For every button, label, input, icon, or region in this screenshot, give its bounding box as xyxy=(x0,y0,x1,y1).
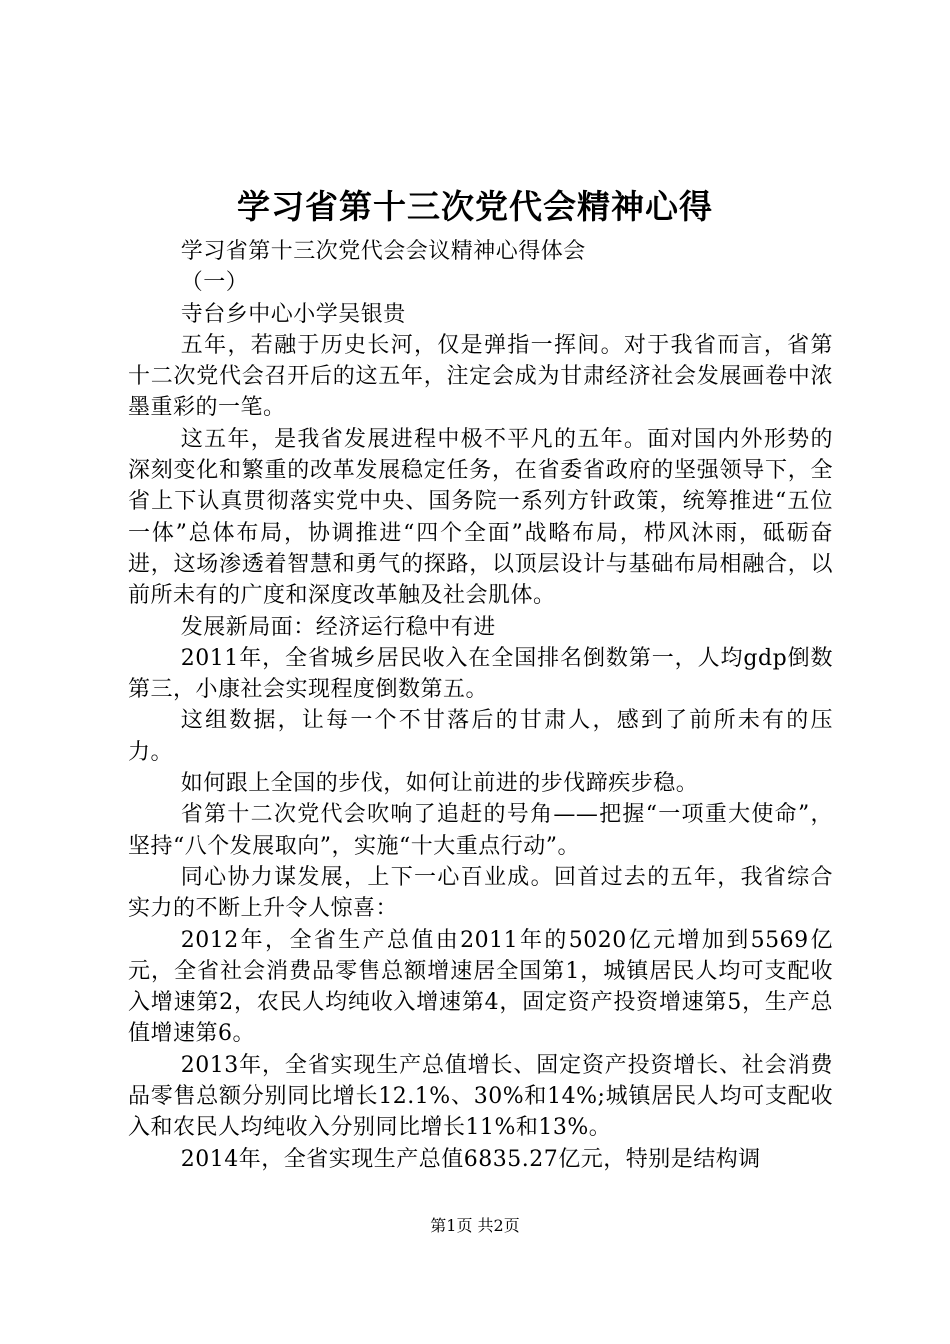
body-paragraph: 同心协力谋发展，上下一心百业成。回首过去的五年，我省综合实力的不断上升令人惊喜： xyxy=(128,864,833,922)
page-footer: 第1页 共2页 xyxy=(430,1216,520,1235)
document-body xyxy=(128,236,833,1175)
body-paragraph: 省第十二次党代会吹响了追赶的号角——把握“一项重大使命”，坚持“八个发展取向”，实施“十大重点行动”。 xyxy=(128,802,833,859)
body-paragraph: 这五年，是我省发展进程中极不平凡的五年。面对国内外形势的深刻变化和繁重的改革发展稳定任务，在省委省政府的坚强领导下，全省上下认真贯彻落实党中央、国务院一系列方针政策，统筹推进“五位一体”总体布局，协调推进“四个全面”战略布局，栉风沐雨，砥砺奋进，这场渗透着智慧和勇气的探路，以顶层设计与基础布局相融合，以前所未有的广度和深度改革触及社会肌体。 xyxy=(128,426,833,609)
body-paragraph: 如何跟上全国的步伐，如何让前进的步伐蹄疾步稳。 xyxy=(180,771,699,797)
section-number-paragraph: （一） xyxy=(180,270,249,296)
author-paragraph: 寺台乡中心小学吴银贵 xyxy=(180,301,406,327)
subtitle-paragraph: 学习省第十三次党代会会议精神心得体会 xyxy=(180,239,586,264)
body-paragraph: 2013年，全省实现生产总值增长、固定资产投资增长、社会消费品零售总额分别同比增长12.1%、30%和14%;城镇居民人均可支配收入和农民人均纯收入分别同比增长11%和13%。 xyxy=(128,1052,833,1141)
document-title: 学习省第十三次党代会精神心得 xyxy=(237,187,713,226)
section-heading-paragraph: 发展新局面：经济运行稳中有进 xyxy=(180,614,496,640)
body-paragraph: 2014年，全省实现生产总值6835.27亿元，特别是结构调 xyxy=(180,1146,761,1172)
body-paragraph: 2012年，全省生产总值由2011年的5020亿元增加到5569亿元，全省社会消费品零售总额增速居全国第1，城镇居民人均可支配收入增速第2，农民人均纯收入增速第4，固定资产投资增速第5，生产总值增速第6。 xyxy=(128,927,833,1047)
body-paragraph: 2011年，全省城乡居民收入在全国排名倒数第一，人均gdp倒数第三，小康社会实现程度倒数第五。 xyxy=(128,645,833,703)
body-paragraph: 五年，若融于历史长河，仅是弹指一挥间。对于我省而言，省第十二次党代会召开后的这五年，注定会成为甘肃经济社会发展画卷中浓墨重彩的一笔。 xyxy=(128,332,833,421)
body-paragraph: 这组数据，让每一个不甘落后的甘肃人，感到了前所未有的压力。 xyxy=(128,708,833,765)
